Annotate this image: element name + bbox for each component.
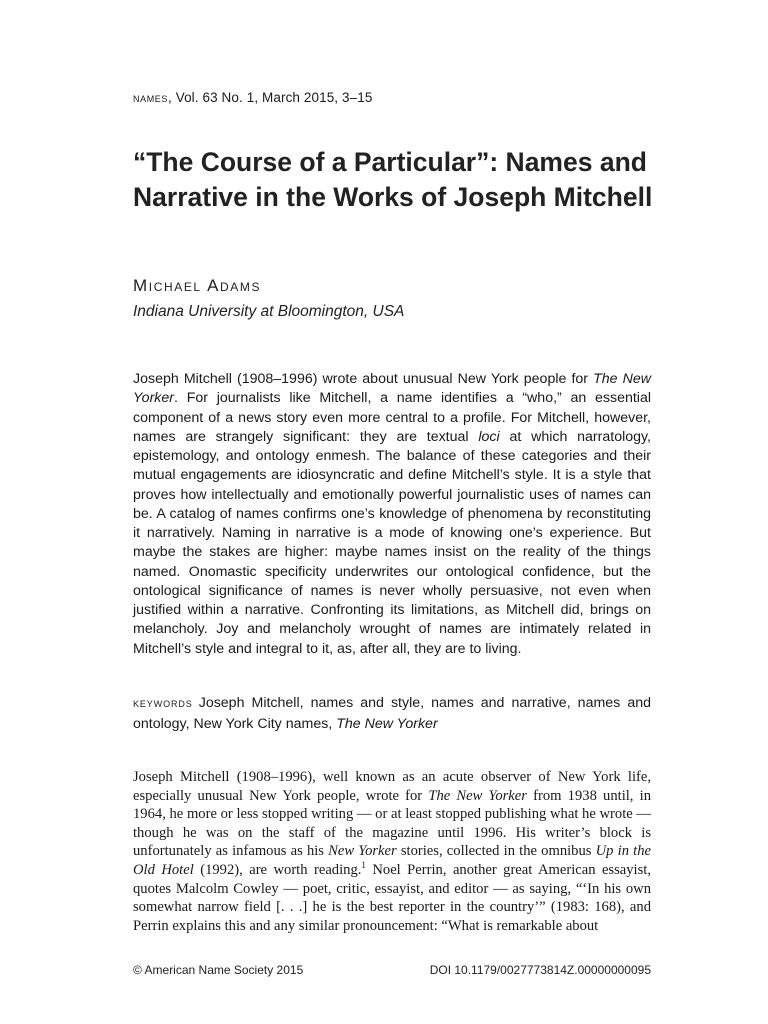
body-italic-3: Up in the Old Hotel	[133, 843, 651, 878]
abstract-text-3: at which narratology, epistemology, and ontology enmesh. The balance of these categories and their mutual engagements are idiosyncratic and define Mitchell’s style. It is a style that proves how intellectually and emotionally powerful journalistic uses of names can be. A catalog of names confirms one’s knowledge of phenomena by reconstituting it narratively. Naming in narrative is a mode of knowing one’s experience. But maybe the stakes are higher: maybe names insist on the reality of the things named. Onomastic specificity underwrites our ontological confidence, but the ontological significance of names is never wholly persuasive, not even when justified within a narrative. Confronting its limitations, as Mitchell did, brings on melancholy. Joy and melancholy wrought of names are intimately related in Mitchell’s style and integral to it, as, after all, they are to living.	[133, 428, 652, 657]
keywords-label: keywords	[133, 695, 193, 710]
body-text-3: stories, collected in the omnibus	[396, 843, 596, 860]
doi-link[interactable]: DOI 10.1179/0027773814Z.00000000095	[429, 963, 651, 977]
body-paragraph	[133, 768, 651, 935]
abstract-italic-1: The New Yorker	[133, 371, 651, 407]
abstract	[133, 370, 651, 659]
abstract-text-1: Joseph Mitchell (1908–1996) wrote about unusual New York people for	[133, 371, 594, 387]
author-affiliation: Indiana University at Bloomington, USA	[133, 303, 405, 320]
body-text-2: from 1938 until, in 1964, he more or less stopped writing — or at least stopped publishing what he wrote — though he was on the staff of the magazine until 1996. His writer’s block is unfortunately as infamous as his	[133, 787, 651, 860]
body-text-1: Joseph Mitchell (1908–1996), well known as an acute observer of New York life, especially unusual New York people, wrote for	[133, 769, 651, 804]
body-text-5: Noel Perrin, another great American essayist, quotes Malcolm Cowley — poet, critic, essayist, and editor — as saying, “‘In his own somewhat narrow field [. . .] he is the best reporter in the country’” (1983: 168), and Perrin explains this and any similar pronouncement: “What is remarkable about	[133, 861, 651, 934]
copyright-notice: © American Name Society 2015	[133, 963, 304, 977]
footnote-marker[interactable]: 1	[361, 860, 366, 871]
body-italic-1: The New Yorker	[428, 787, 527, 804]
journal-volume-info: , Vol. 63 No. 1, March 2015, 3–15	[168, 90, 373, 105]
journal-name: names	[133, 90, 169, 105]
body-italic-2: New Yorker	[328, 843, 397, 860]
article-title: “The Course of a Particular”: Names and Narrative in the Works of Joseph Mitchell	[133, 147, 653, 212]
abstract-italic-2: loci	[478, 428, 500, 445]
keywords-italic: The New Yorker	[336, 715, 438, 732]
journal-citation	[133, 90, 372, 105]
body-text-4: (1992), are worth reading.	[193, 861, 362, 878]
author-name: Michael Adams	[133, 276, 262, 295]
keywords	[133, 693, 651, 734]
keywords-text: Joseph Mitchell, names and style, names and narrative, names and ontology, New York City names,	[133, 695, 651, 732]
abstract-text-2: . For journalists like Mitchell, a name identifies a “who,” an essential component of a news story even more central to a profile. For Mitchell, however, names are strangely significant: they are textual	[133, 390, 651, 445]
